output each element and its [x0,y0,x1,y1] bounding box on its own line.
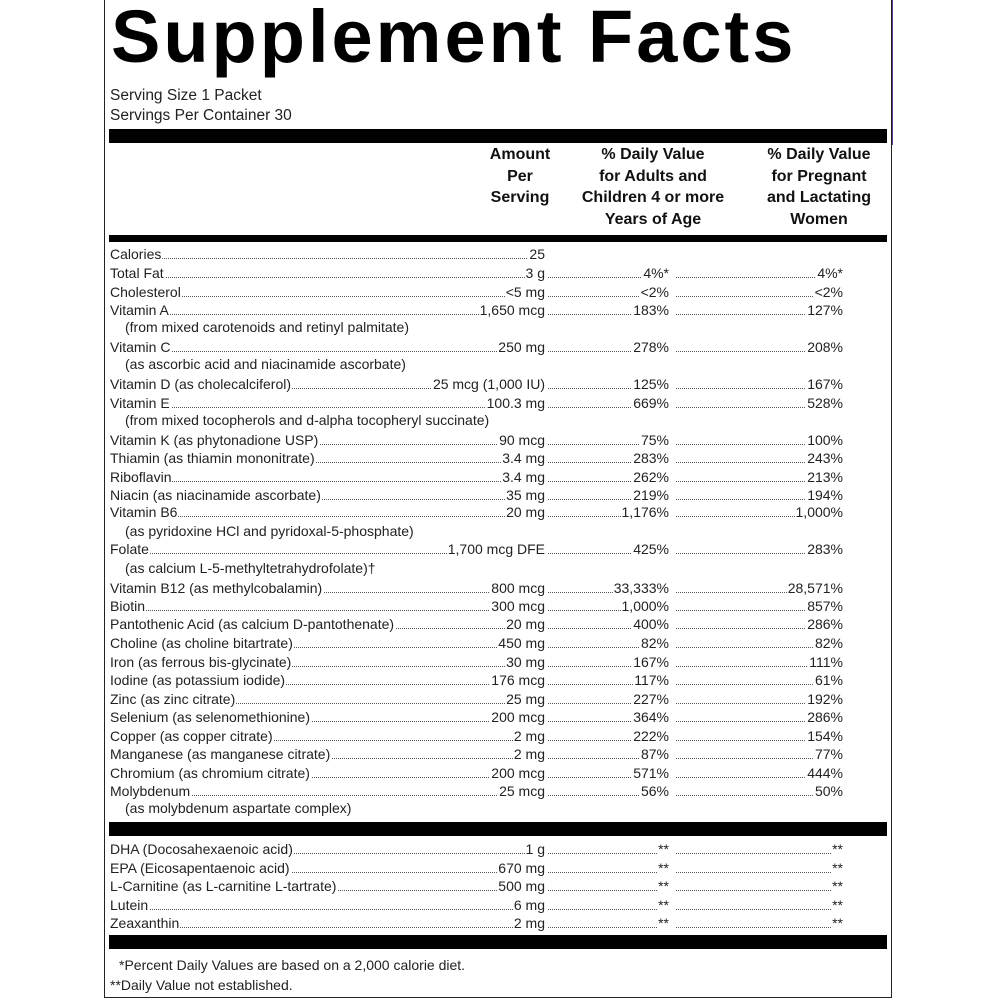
dv-adults-value: <2% [640,284,669,300]
nutrient-name: Vitamin K (as phytonadione USP) [110,432,319,448]
amount-value: 25 mcg (1,000 IU) [432,376,545,392]
amount-value: 300 mcg [491,598,545,614]
leader-dots [676,890,839,891]
amount-value: 30 mg [506,654,545,670]
leader-dots [110,277,541,278]
dv-pregnant-value: 857% [807,598,843,614]
table-row [110,782,887,801]
dv-adults-value: 425% [633,541,669,557]
thick-divider-bottom [109,935,887,949]
table-row [110,245,887,264]
dv-adults-value: 400% [633,616,669,632]
nutrient-name: Pantothenic Acid (as calcium D-pantothenate) [110,616,395,632]
dv-adults-value: 167% [633,654,669,670]
table-row [110,653,887,672]
amount-value: 25 mcg [499,783,545,799]
table-row [110,431,887,450]
leader-dots [548,927,665,928]
table-row [110,896,887,915]
dv-pregnant-value: ** [832,878,843,894]
thick-divider-top [109,129,887,143]
dv-pregnant-value: 286% [807,616,843,632]
dv-adults-value: 283% [633,450,669,466]
dv-adults-value: 87% [640,746,669,762]
dv-pregnant-value: ** [832,897,843,913]
table-row [110,727,887,746]
nutrient-name: DHA (Docosahexaenoic acid) [110,841,293,857]
dv-pregnant-value: <2% [814,284,843,300]
amount-value: 500 mg [498,878,545,894]
amount-value: 20 mg [506,616,545,632]
nutrient-name: Cholesterol [110,284,181,300]
dv-adults-value: 227% [633,691,669,707]
leader-dots [110,351,541,352]
amount-value: 3.4 mg [502,450,545,466]
subnote-vitamin-e: (from mixed tocopherols and d-alpha tocopheryl succinate) [125,412,490,428]
nutrient-name: Niacin (as niacinamide ascorbate) [110,487,321,503]
amount-value: 2 mg [513,746,545,762]
table-row [110,745,887,764]
dv-adults-value: 75% [640,432,669,448]
nutrient-name: Iodine (as potassium iodide) [110,672,286,688]
subnote-vitamin-c: (as ascorbic acid and niacinamide ascorbate) [125,356,406,372]
table-row [110,301,887,320]
subnote-folate: (as calcium L-5-methyltetrahydrofolate)† [125,560,376,576]
table-row [110,468,887,487]
table-row [110,708,887,727]
dv-pregnant-value: 528% [807,395,843,411]
leader-dots [548,853,665,854]
header-dv-adults: % Daily Value for Adults and Children 4 or more Years of Age [581,146,725,228]
amount-value: 670 mg [498,860,545,876]
dv-adults-value: 262% [633,469,669,485]
dv-adults-value: 1,176% [621,504,669,520]
table-row [110,375,887,394]
dv-adults-value: 219% [633,487,669,503]
amount-value: 6 mg [513,897,545,913]
amount-value: 450 mg [498,635,545,651]
nutrient-name: Thiamin (as thiamin mononitrate) [110,450,315,466]
leader-dots [676,277,839,278]
table-row [110,764,887,783]
dv-pregnant-value: 4%* [817,265,843,281]
nutrient-name: Vitamin C [110,339,171,355]
leader-dots [110,909,541,910]
dv-adults-value: 33,333% [613,580,669,596]
amount-value: 800 mcg [491,580,545,596]
dv-adults-value: 56% [640,783,669,799]
table-row [110,394,887,413]
nutrient-name: Vitamin B6 [110,504,178,520]
table-row [110,579,887,598]
nutrient-name: Riboflavin [110,469,172,485]
supplement-facts-panel [104,0,892,998]
dv-pregnant-value: 154% [807,728,843,744]
amount-value: 25 [529,246,545,262]
dv-adults-value: 278% [633,339,669,355]
leader-dots [548,909,665,910]
amount-value: <5 mg [505,284,545,300]
dv-pregnant-value: ** [832,860,843,876]
amount-value: 35 mg [506,487,545,503]
dv-adults-value: 1,000% [621,598,669,614]
leader-dots [110,407,541,408]
nutrient-name: Manganese (as manganese citrate) [110,746,331,762]
leader-dots [676,909,839,910]
amount-value: 3 g [525,265,545,281]
leader-dots [110,481,541,482]
dv-adults-value: ** [658,841,669,857]
divider-header [109,235,887,242]
dv-adults-value: ** [658,897,669,913]
nutrient-name: Zinc (as zinc citrate) [110,691,236,707]
page-title: Supplement Facts [111,0,797,78]
nutrient-name: Vitamin B12 (as methylcobalamin) [110,580,323,596]
amount-value: 90 mcg [499,432,545,448]
serving-size: Serving Size 1 Packet [110,87,262,104]
amount-value: 200 mcg [491,709,545,725]
leader-dots [110,314,541,315]
table-row [110,840,887,859]
leader-dots [676,853,839,854]
table-row [110,540,887,559]
nutrient-name: Zeaxanthin [110,915,180,931]
leader-dots [676,927,839,928]
dv-pregnant-value: 28,571% [787,580,843,596]
dv-pregnant-value: 208% [807,339,843,355]
nutrient-name: Total Fat [110,265,164,281]
dv-pregnant-value: 194% [807,487,843,503]
table-row [110,264,887,283]
dv-pregnant-value: 77% [814,746,843,762]
table-row [110,615,887,634]
dv-pregnant-value: 50% [814,783,843,799]
dv-pregnant-value: 167% [807,376,843,392]
amount-value: 176 mcg [491,672,545,688]
nutrient-name: L-Carnitine (as L-carnitine L-tartrate) [110,878,337,894]
table-row [110,283,887,302]
subnote-vitamin-a: (from mixed carotenoids and retinyl palmitate) [125,319,410,335]
nutrient-name: Selenium (as selenomethionine) [110,709,310,725]
table-row [110,671,887,690]
dv-pregnant-value: 127% [807,302,843,318]
leader-dots [676,872,839,873]
amount-value: 1,650 mcg [479,302,545,318]
table-row [110,690,887,709]
nutrient-name: Iron (as ferrous bis-glycinate) [110,654,292,670]
amount-value: 1,700 mcg DFE [447,541,545,557]
nutrient-name: Folate [110,541,149,557]
leader-dots [548,872,665,873]
table-row [110,449,887,468]
table-row [110,338,887,357]
amount-value: 2 mg [513,728,545,744]
table-row [110,859,887,878]
dv-pregnant-value: ** [832,841,843,857]
dv-pregnant-value: 243% [807,450,843,466]
nutrient-name: Vitamin A [110,302,169,318]
amount-value: 100.3 mg [486,395,545,411]
table-row [110,634,887,653]
dv-pregnant-value: 100% [807,432,843,448]
dv-adults-value: 669% [633,395,669,411]
subnote-vitamin-b6: (as pyridoxine HCl and pyridoxal-5-phosphate) [125,523,414,539]
subnote-molybdenum: (as molybdenum aspartate complex) [125,800,352,816]
nutrient-name: Calories [110,246,162,262]
leader-dots [110,258,541,259]
dv-adults-value: 117% [634,672,669,688]
dv-pregnant-value: 111% [809,654,843,670]
footnote-percent-dv: *Percent Daily Values are based on a 2,000 calorie diet. [119,957,466,973]
nutrient-name: Vitamin E [110,395,170,411]
amount-value: 25 mg [506,691,545,707]
dv-adults-value: ** [658,915,669,931]
table-row [110,503,887,522]
table-row [110,597,887,616]
amount-value: 200 mcg [491,765,545,781]
dv-pregnant-value: 61% [814,672,843,688]
nutrient-name: Lutein [110,897,149,913]
header-dv-pregnant: % Daily Value for Pregnant and Lactating Women [766,146,871,228]
dv-adults-value: 125% [633,376,669,392]
dv-adults-value: 82% [640,635,669,651]
amount-value: 2 mg [513,915,545,931]
amount-value: 1 g [525,841,545,857]
servings-per-container: Servings Per Container 30 [110,107,292,124]
dv-pregnant-value: 286% [807,709,843,725]
nutrient-name: Biotin [110,598,146,614]
dv-pregnant-value: 1,000% [795,504,843,520]
dv-pregnant-value: ** [832,915,843,931]
leader-dots [548,890,665,891]
dv-pregnant-value: 192% [807,691,843,707]
amount-value: 20 mg [506,504,545,520]
dv-pregnant-value: 283% [807,541,843,557]
dv-adults-value: 4%* [643,265,669,281]
footnote-dv-not-established: **Daily Value not established. [110,977,293,993]
dv-adults-value: 571% [633,765,669,781]
dv-pregnant-value: 213% [807,469,843,485]
amount-value: 250 mg [498,339,545,355]
dv-adults-value: ** [658,860,669,876]
table-row [110,914,887,933]
thick-divider-middle [109,822,887,836]
nutrient-name: Vitamin D (as cholecalciferol) [110,376,292,392]
dv-adults-value: ** [658,878,669,894]
amount-value: 3.4 mg [502,469,545,485]
dv-pregnant-value: 444% [807,765,843,781]
table-row [110,877,887,896]
dv-pregnant-value: 82% [814,635,843,651]
nutrient-name: Choline (as choline bitartrate) [110,635,293,651]
dv-adults-value: 364% [633,709,669,725]
nutrient-name: Molybdenum [110,783,191,799]
nutrient-name: Chromium (as chromium citrate) [110,765,310,781]
header-amount: Amount Per Serving [489,146,551,206]
nutrient-name: Copper (as copper citrate) [110,728,273,744]
dv-adults-value: 222% [633,728,669,744]
dv-adults-value: 183% [633,302,669,318]
leader-dots [110,610,541,611]
table-row [110,486,887,505]
nutrient-name: EPA (Eicosapentaenoic acid) [110,860,290,876]
